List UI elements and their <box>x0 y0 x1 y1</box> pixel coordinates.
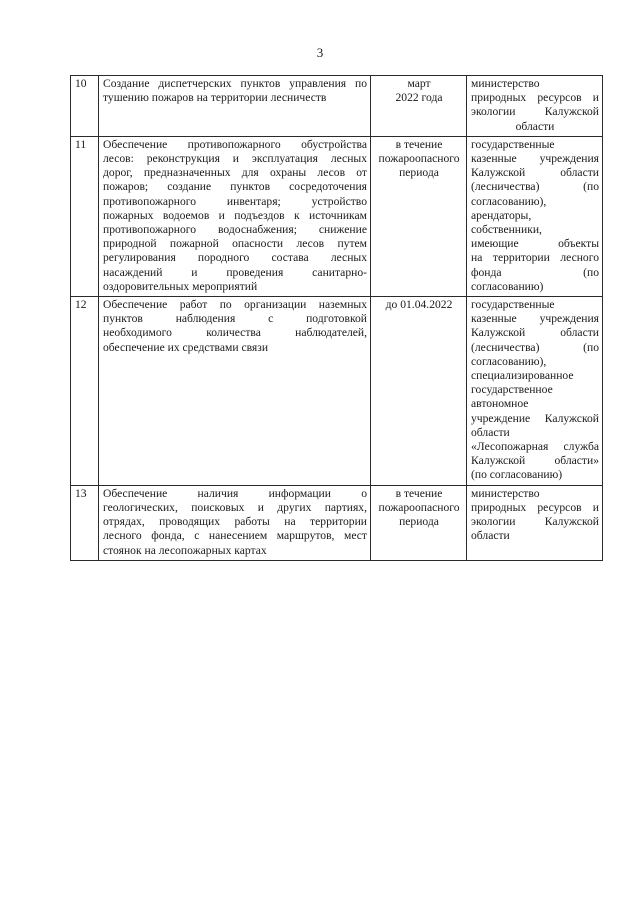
row-number: 12 <box>71 297 99 486</box>
activity-line: Обеспечение наличия информации о <box>103 486 367 500</box>
term-line: периода <box>399 515 439 529</box>
activity-line: противопожарного инвентаря; устройство <box>103 194 367 208</box>
responsible-line: арендаторы, <box>471 208 532 222</box>
responsible-line: «Лесопожарная служба <box>471 440 599 454</box>
responsible-line: казенные учреждения <box>471 152 599 166</box>
activity-cell <box>99 76 371 137</box>
activity-cell <box>99 485 371 560</box>
responsible-cell <box>467 485 603 560</box>
responsible-line: автономное <box>471 397 529 411</box>
measures-table-body <box>71 76 603 561</box>
responsible-line: природных ресурсов и <box>471 500 599 514</box>
responsible-line: фонда (по <box>471 265 599 279</box>
activity-cell <box>99 136 371 296</box>
measures-table <box>70 75 603 561</box>
responsible-line: Калужской области <box>471 166 599 180</box>
responsible-line: казенные учреждения <box>471 312 599 326</box>
table-row <box>71 485 603 560</box>
responsible-line: собственники, <box>471 223 542 237</box>
activity-line: лесов: реконструкция и эксплуатация лесных <box>103 152 367 166</box>
activity-line: пожарных водоемов и подъездов к источникам <box>103 208 367 222</box>
activity-line: Создание диспетчерских пунктов управления по <box>103 77 367 90</box>
term-line: март <box>407 77 431 90</box>
responsible-cell <box>467 136 603 296</box>
activity-line: пожаров; создание пунктов сосредоточения <box>103 180 367 194</box>
activity-line: отрядах, проводящих работы на территории <box>103 515 367 529</box>
responsible-line: на территории лесного <box>471 251 599 265</box>
term-cell <box>371 485 467 560</box>
activity-line: оздоровительных мероприятий <box>103 279 258 293</box>
responsible-line: области <box>471 529 510 543</box>
responsible-line: государственное <box>471 383 553 397</box>
term-line: периода <box>399 166 439 180</box>
activity-line: насаждений и проведения санитарно- <box>103 265 367 279</box>
term-line: до 01.04.2022 <box>385 298 453 312</box>
activity-line: пунктов наблюдения с подготовкой <box>103 312 367 326</box>
term-line: пожароопасного <box>378 152 460 166</box>
term-line: пожароопасного <box>378 500 460 514</box>
term-line: 2022 года <box>395 91 443 105</box>
responsible-line: учреждение Калужской <box>471 411 599 425</box>
responsible-line: министерство <box>471 77 540 90</box>
responsible-line: министерство <box>471 486 540 500</box>
term-cell <box>371 76 467 137</box>
activity-line: геологических, поисковых и других партиях, <box>103 500 367 514</box>
activity-line: природной пожарной опасности лесов путем <box>103 237 367 251</box>
responsible-line: имеющие объекты <box>471 237 599 251</box>
activity-line: регулирования породного состава лесных <box>103 251 367 265</box>
responsible-line: (по согласованию) <box>471 468 563 482</box>
responsible-line: области <box>471 425 510 439</box>
activity-line: стоянок на лесопожарных картах <box>103 543 267 557</box>
responsible-line: природных ресурсов и <box>471 91 599 105</box>
term-line: в течение <box>395 137 443 151</box>
term-line: в течение <box>395 486 443 500</box>
activity-cell <box>99 297 371 486</box>
responsible-line: Калужской области <box>471 326 599 340</box>
responsible-line: специализированное <box>471 369 574 383</box>
activity-line: тушению пожаров на территории лесничеств <box>103 91 327 105</box>
responsible-line: согласованию) <box>471 279 544 293</box>
activity-line: Обеспечение работ по организации наземных <box>103 298 367 312</box>
activity-line: противопожарного водоснабжения; снижение <box>103 223 367 237</box>
term-cell <box>371 297 467 486</box>
responsible-line: области <box>515 119 555 133</box>
row-number: 10 <box>71 76 99 137</box>
responsible-cell <box>467 76 603 137</box>
table-row <box>71 136 603 296</box>
responsible-line: Калужской области» <box>471 454 599 468</box>
responsible-line: (лесничества) (по <box>471 340 599 354</box>
table-row <box>71 76 603 137</box>
activity-line: необходимого количества наблюдателей, <box>103 326 367 340</box>
responsible-line: (лесничества) (по <box>471 180 599 194</box>
responsible-line: государственные <box>471 298 555 312</box>
activity-line: обеспечение их средствами связи <box>103 340 269 354</box>
responsible-line: согласованию), <box>471 354 547 368</box>
term-cell <box>371 136 467 296</box>
activity-line: лесного фонда, с нанесением маршрутов, мест <box>103 529 367 543</box>
row-number: 11 <box>71 136 99 296</box>
activity-line: Обеспечение противопожарного обустройства <box>103 137 367 151</box>
responsible-cell <box>467 297 603 486</box>
responsible-line: экологии Калужской <box>471 515 599 529</box>
responsible-line: государственные <box>471 137 555 151</box>
activity-line: дорог, предназначенных для охраны лесов от <box>103 166 367 180</box>
table-row <box>71 297 603 486</box>
responsible-line: экологии Калужской <box>471 105 599 119</box>
responsible-line: согласованию), <box>471 194 547 208</box>
page-number: 3 <box>316 45 324 60</box>
row-number: 13 <box>71 485 99 560</box>
